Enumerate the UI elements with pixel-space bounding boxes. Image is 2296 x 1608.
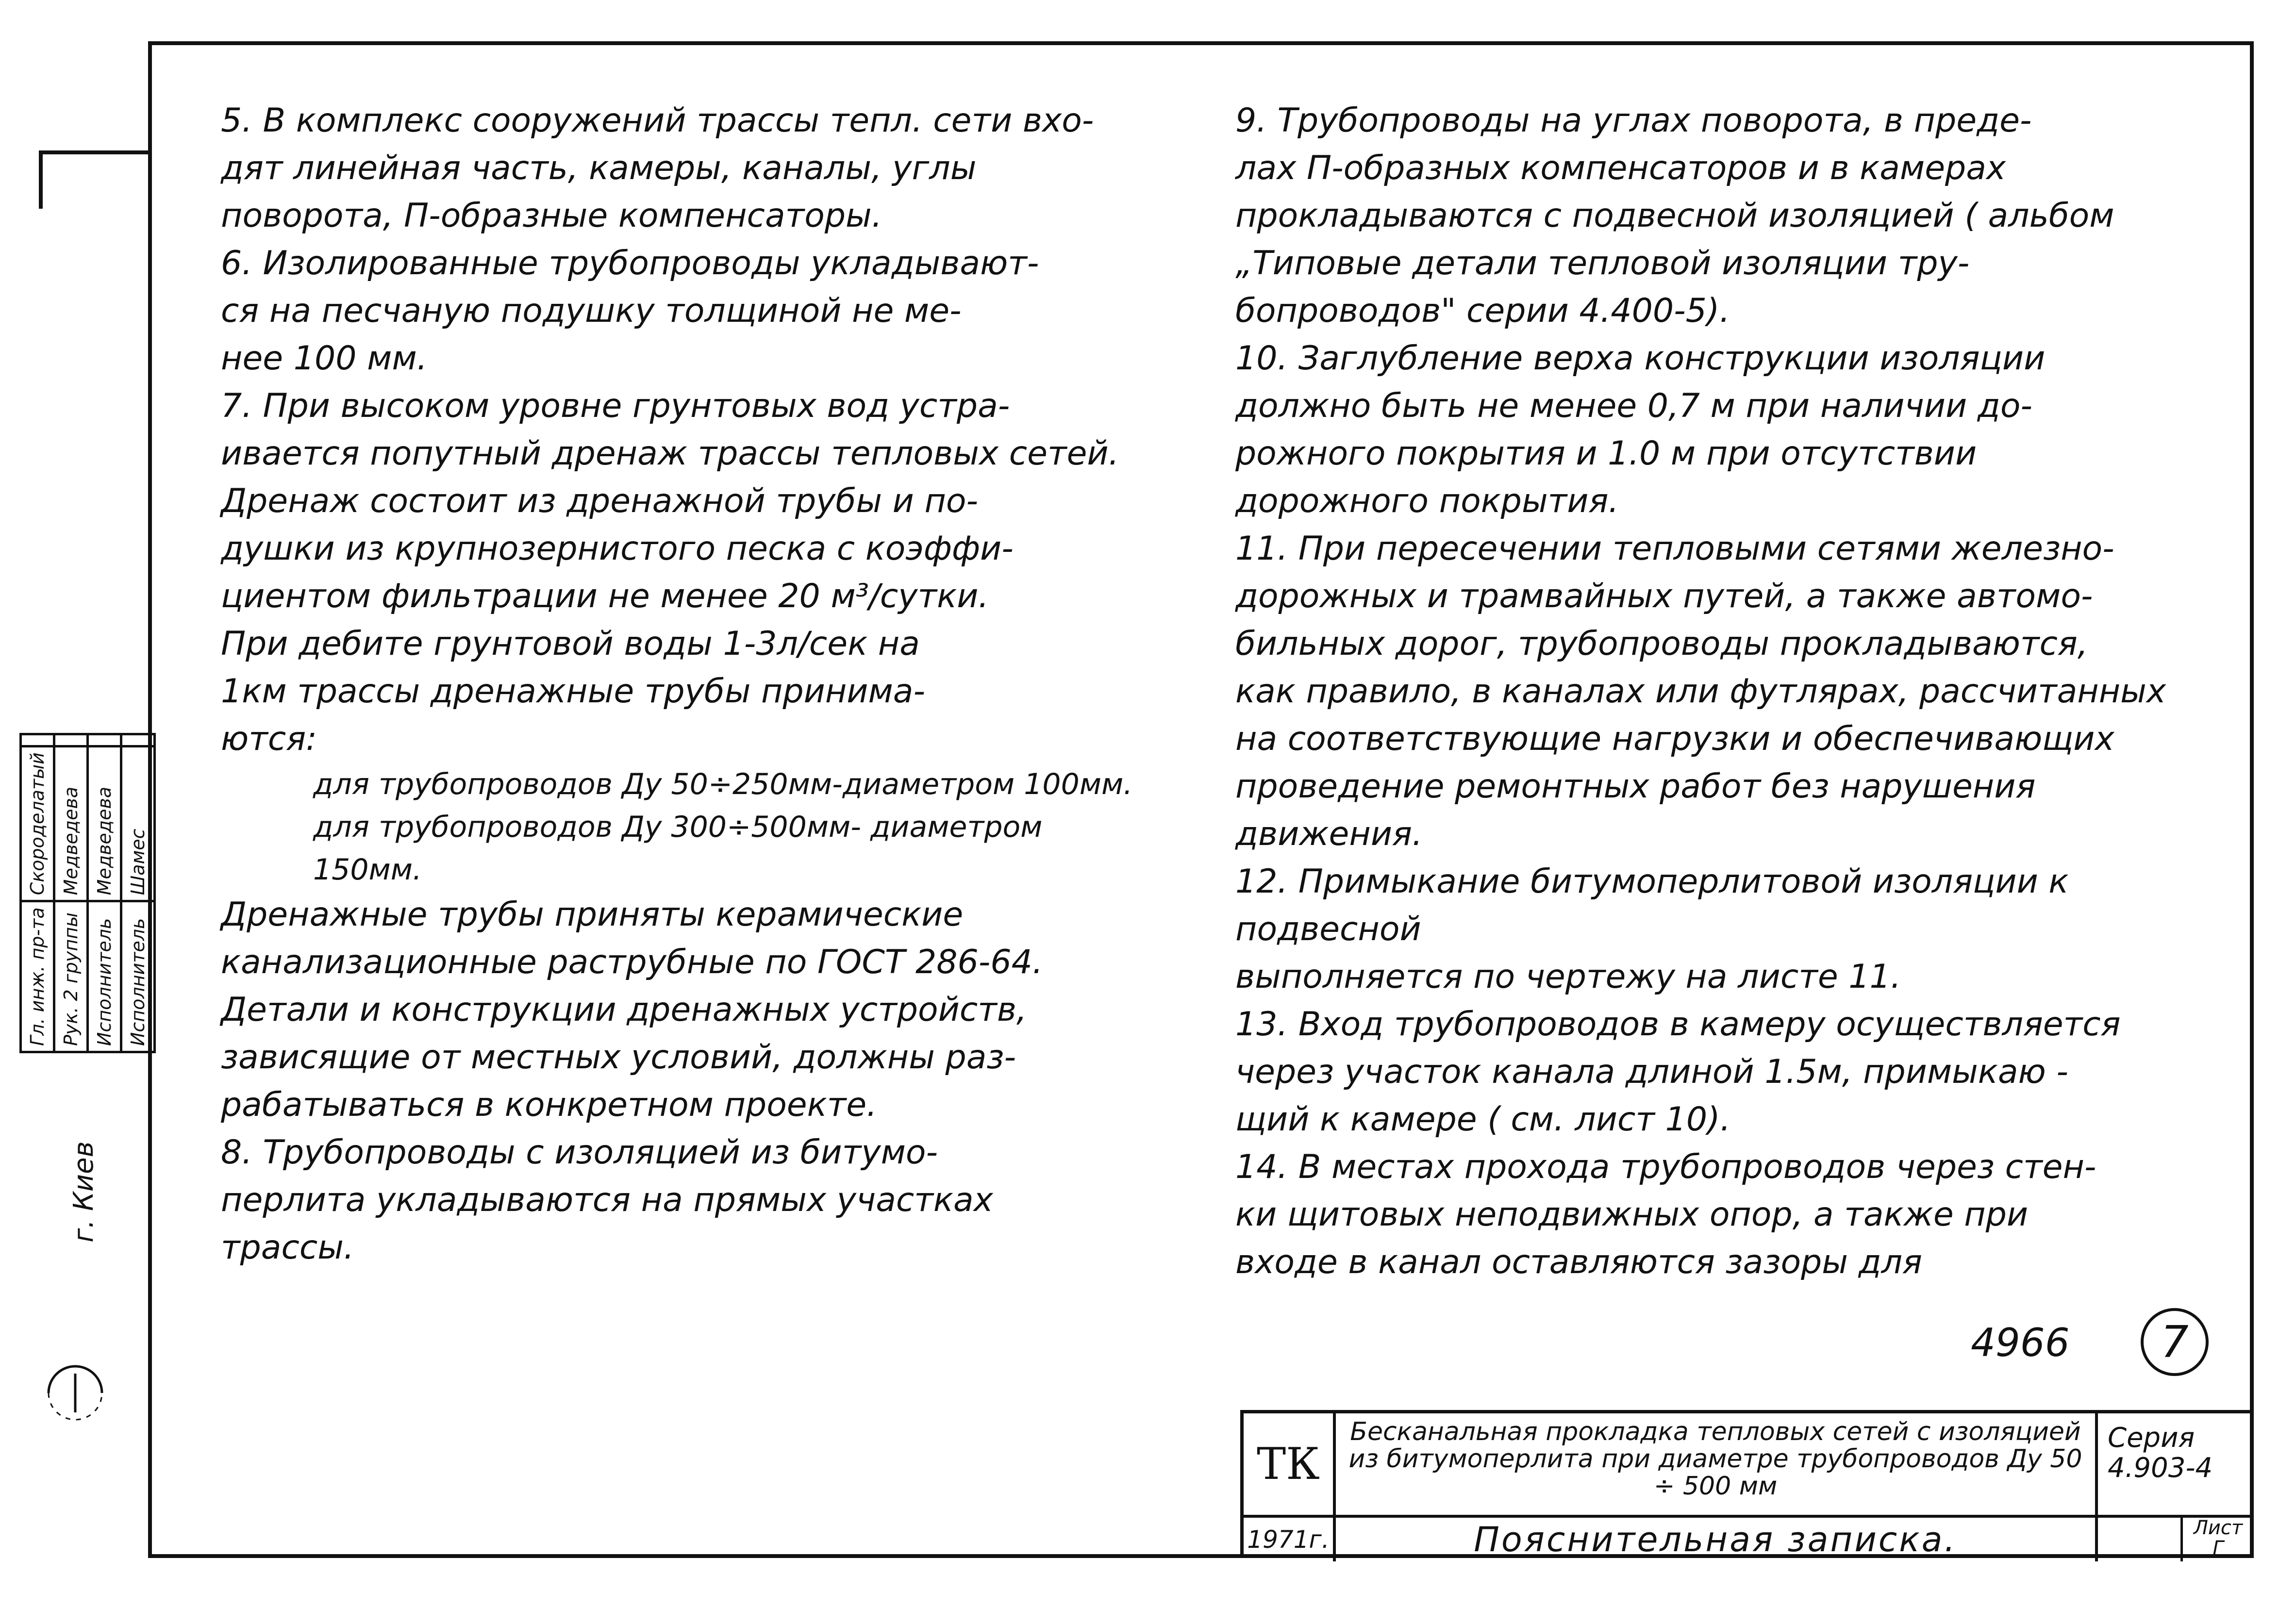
pipe-line: для трубопроводов Ду 300÷500мм- диаметром 150мм. <box>313 810 1043 887</box>
title-block-series <box>2098 1413 2253 1518</box>
city-label: г. Киев <box>68 1141 100 1243</box>
text-line: проведение ремонтных работ без нарушения движения. <box>1235 767 2036 853</box>
pipe-line: для трубопроводов Ду 50÷250мм-диаметром 100мм. <box>313 767 1133 801</box>
circular-seal-icon <box>39 1359 112 1427</box>
text-line: ся на песчаную подушку толщиной не ме- <box>221 292 962 330</box>
text-line: перлита укладываются на прямых участках <box>221 1181 993 1219</box>
stamp-row <box>21 734 54 1052</box>
text-line: дорожных и трамвайных путей, а также автомо- <box>1235 577 2093 615</box>
text-line: дят линейная часть, камеры, каналы, углы <box>221 149 977 187</box>
text-line: входе в канал оставляются зазоры для <box>1235 1243 1922 1281</box>
stamp-person: Скороделатый <box>21 746 54 901</box>
margin-rule <box>39 150 148 154</box>
stamp-role: Исполнитель <box>88 901 121 1052</box>
text-line: зависящие от местных условий, должны раз- <box>221 1038 1016 1077</box>
sheet-label-box <box>2180 1518 2253 1561</box>
sheet-value: Г <box>2213 1537 2224 1559</box>
title-block <box>1240 1410 2250 1558</box>
text-line: поворота, П-образные компенсаторы. <box>221 197 882 235</box>
stamp-role: Исполнитель <box>121 901 155 1052</box>
text-line: щий к камере ( см. лист 10). <box>1235 1100 1731 1139</box>
text-line: 11. При пересечении тепловыми сетями железно- <box>1235 530 2114 568</box>
text-line: прокладываются с подвесной изоляцией ( альбом <box>1235 197 2114 235</box>
text-line: При дебите грунтовой воды 1-3л/сек на <box>221 625 920 663</box>
text-line: „Типовые детали тепловой изоляции тру- <box>1235 244 1970 282</box>
signature-cell <box>88 734 121 746</box>
text-line: ются: <box>221 720 317 758</box>
text-line: бопроводов" серии 4.400-5). <box>1235 292 1730 330</box>
text-line: 13. Вход трубопроводов в камеру осуществляется <box>1235 1005 2121 1044</box>
text-line: трассы. <box>221 1228 354 1267</box>
series-label: Серия <box>2108 1422 2195 1454</box>
text-line: рожного покрытия и 1.0 м при отсутствии <box>1235 434 1977 473</box>
signature-cell <box>21 734 54 746</box>
text-line: ивается попутный дренаж трассы тепловых сетей. <box>221 434 1119 473</box>
stamp-row <box>88 734 121 1052</box>
text-line: 8. Трубопроводы с изоляцией из битумо- <box>221 1133 938 1172</box>
document-number: 4966 <box>1971 1320 2070 1365</box>
text-line: Детали и конструкции дренажных устройств, <box>221 991 1027 1029</box>
stamp-person: Медведева <box>88 746 121 901</box>
text-line: 9. Трубопроводы на углах поворота, в преде- <box>1235 101 2032 140</box>
text-line: через участок канала длиной 1.5м, примыкаю - <box>1235 1053 2068 1091</box>
title-block-title: Бесканальная прокладка тепловых сетей с изоляцией из битумоперлита при диаметре трубопроводов Ду 50 ÷ 500 мм <box>1336 1413 2098 1518</box>
text-line: лах П-образных компенсаторов и в камерах <box>1235 149 2006 187</box>
sheet-label: Лист <box>2193 1517 2243 1539</box>
approval-table <box>19 733 156 1053</box>
text-line: Дренажные трубы приняты керамические <box>221 895 964 934</box>
text-line: канализационные раструбные по ГОСТ 286-64. <box>221 943 1043 981</box>
text-line: 1км трассы дренажные трубы принима- <box>221 672 926 711</box>
title-block-code: ТК <box>1244 1413 1336 1518</box>
stamp-row <box>121 734 155 1052</box>
text-line: как правило, в каналах или футлярах, рассчитанных <box>1235 672 2166 711</box>
text-line: 10. Заглубление верха конструкции изоляции <box>1235 339 2046 378</box>
stamp-role: Гл. инж. пр-та <box>21 901 54 1052</box>
text-line: душки из крупнозернистого песка с коэффи- <box>221 530 1014 568</box>
text-line: рабатываться в конкретном проекте. <box>221 1086 877 1124</box>
series-value: 4.903-4 <box>2108 1452 2213 1484</box>
text-line: бильных дорог, трубопроводы прокладываются, <box>1235 625 2088 663</box>
text-line: ки щитовых неподвижных опор, а также при <box>1235 1195 2029 1234</box>
stamp-row <box>54 734 88 1052</box>
stamp-person: Медведева <box>54 746 88 901</box>
text-line: дорожного покрытия. <box>1235 482 1619 520</box>
text-line: выполняется по чертежу на листе 11. <box>1235 958 1901 996</box>
signature-cell <box>121 734 155 746</box>
text-line: на соответствующие нагрузки и обеспечивающих <box>1235 720 2114 758</box>
text-line: 14. В местах прохода трубопроводов через стен- <box>1235 1148 2096 1186</box>
approval-stamp <box>19 713 150 1058</box>
title-block-year: 1971г. <box>1244 1518 1336 1561</box>
title-block-doc-name: Пояснительная записка. <box>1336 1518 2098 1561</box>
text-line: циентом фильтрации не менее 20 м³/сутки. <box>221 577 989 615</box>
text-line: 7. При высоком уровне грунтовых вод устра- <box>221 387 1010 425</box>
right-column <box>1235 97 2211 1286</box>
text-line: 5. В комплекс сооружений трассы тепл. сети вхо- <box>221 101 1094 140</box>
stamp-person: Шамес <box>121 746 155 901</box>
text-line: 12. Примыкание битумоперлитовой изоляции к подвесной <box>1235 862 2069 948</box>
title-block-sheet <box>2098 1518 2253 1561</box>
margin-rule <box>39 150 43 209</box>
text-line: 6. Изолированные трубопроводы укладывают- <box>221 244 1039 282</box>
signature-cell <box>54 734 88 746</box>
text-line: нее 100 мм. <box>221 339 428 378</box>
stamp-role: Рук. 2 группы <box>54 901 88 1052</box>
left-column <box>221 97 1158 1272</box>
sheet-number-circle: 7 <box>2141 1308 2209 1376</box>
text-line: должно быть не менее 0,7 м при наличии до- <box>1235 387 2032 425</box>
text-line: Дренаж состоит из дренажной трубы и по- <box>221 482 979 520</box>
